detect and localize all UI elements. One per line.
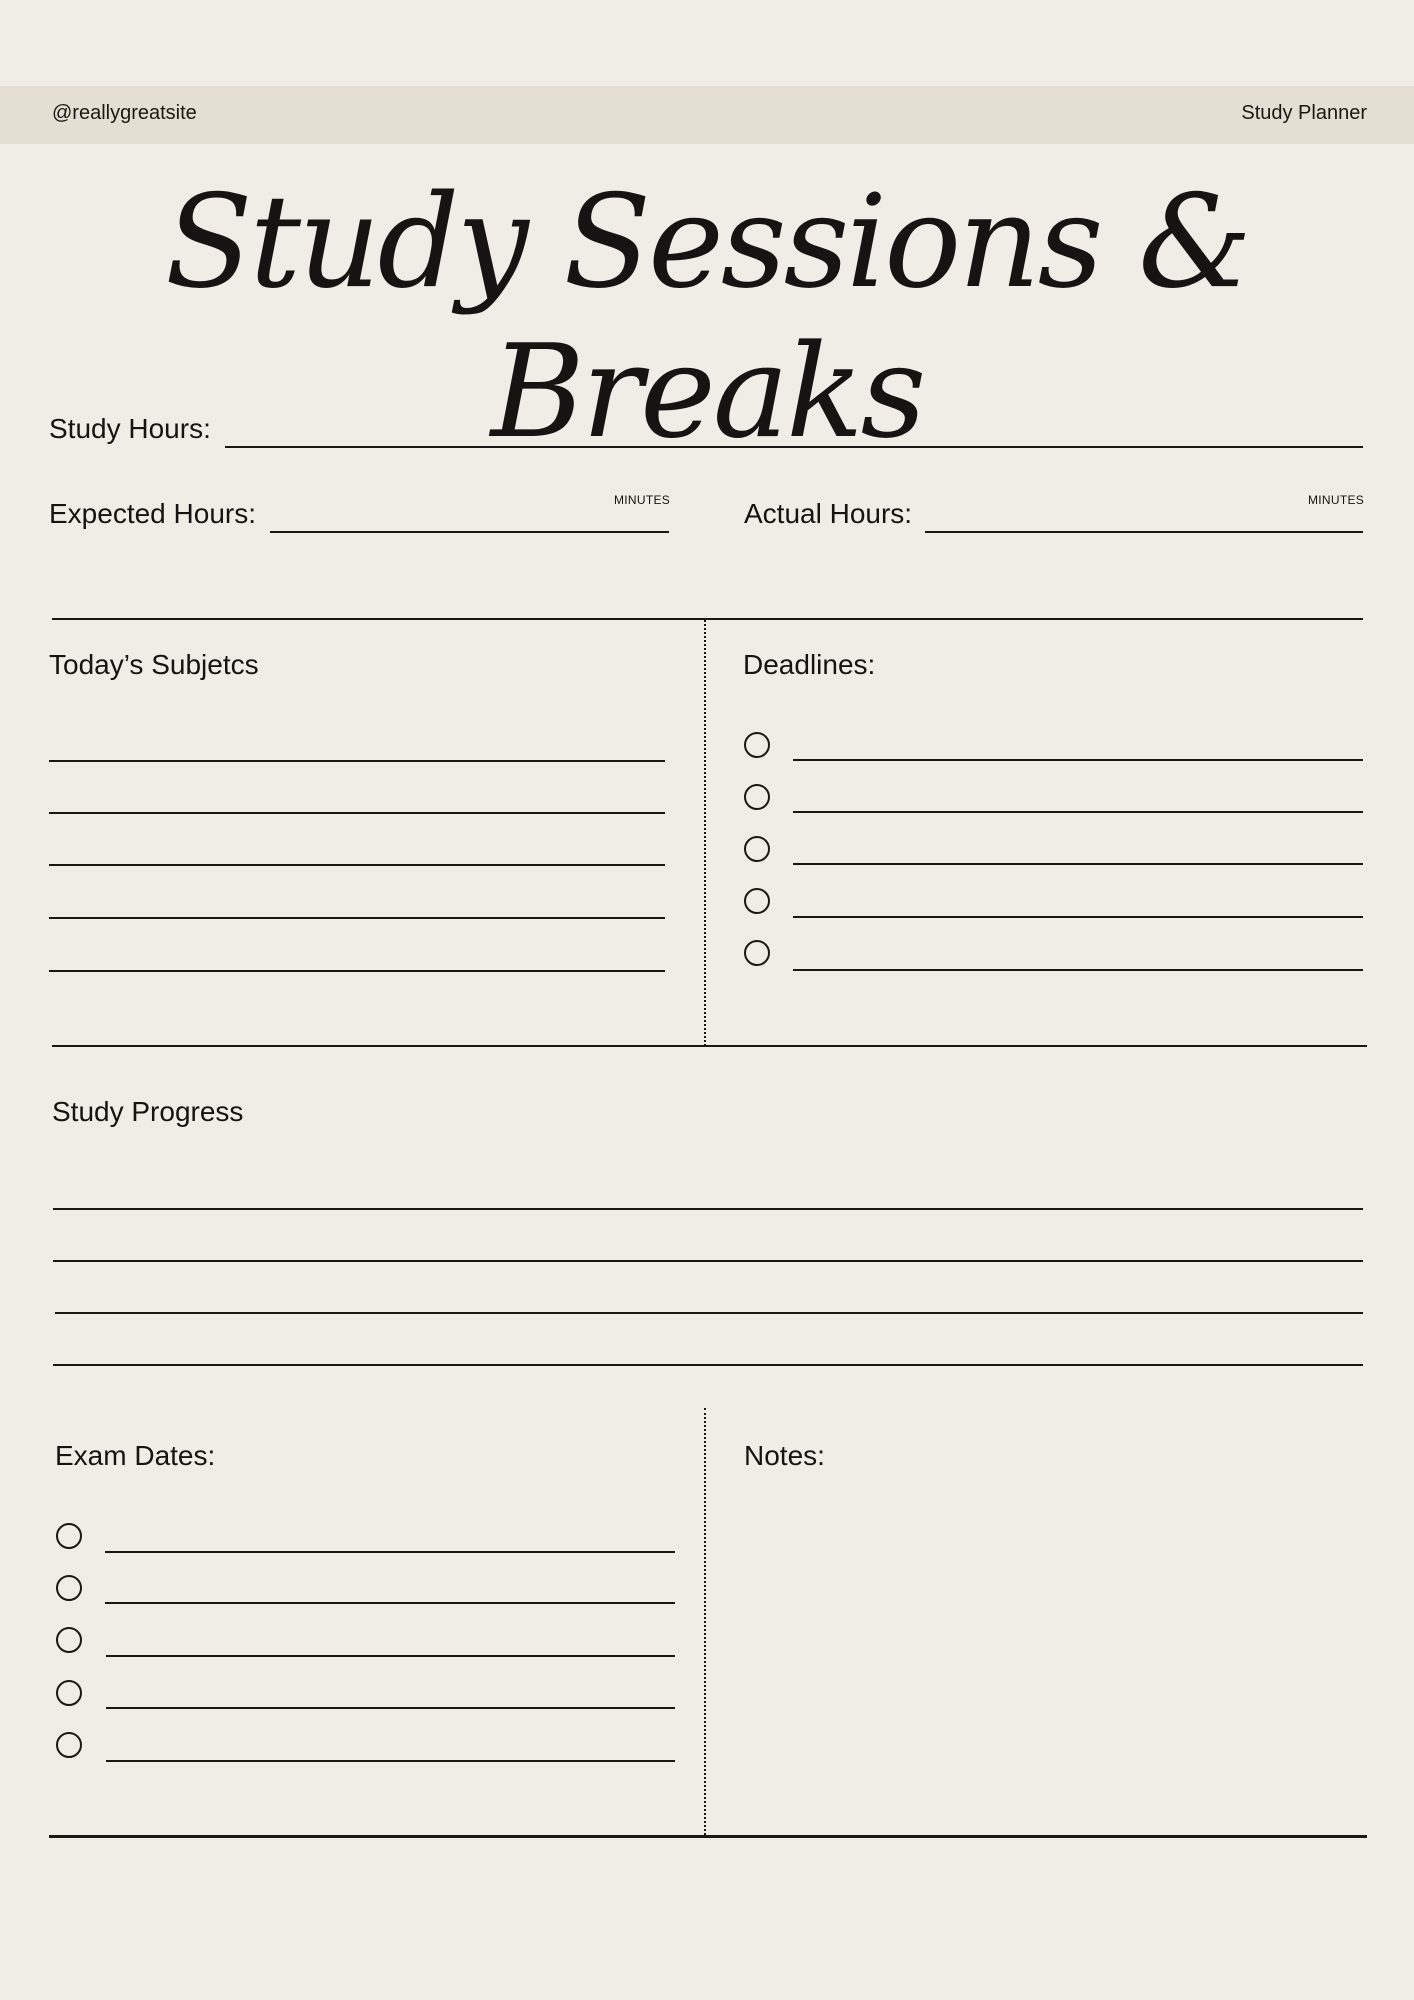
deadlines-heading: Deadlines: xyxy=(743,649,876,680)
expected-hours-label: Expected Hours: xyxy=(49,498,256,529)
expected-hours-unit: MINUTES xyxy=(614,493,671,507)
deadline-checkbox[interactable] xyxy=(744,732,770,758)
exam-date-line[interactable] xyxy=(106,1760,675,1762)
page-title: Study Sessions & Breaks xyxy=(164,168,1250,467)
study-hours-label: Study Hours: xyxy=(49,413,211,444)
subject-line[interactable] xyxy=(49,864,665,866)
bottom-divider xyxy=(49,1835,1367,1838)
notes-area[interactable] xyxy=(744,1490,1364,1820)
progress-heading: Study Progress xyxy=(52,1096,244,1127)
subjects-heading: Today’s Subjetcs xyxy=(49,649,259,680)
subject-line[interactable] xyxy=(49,917,665,919)
deadline-line[interactable] xyxy=(793,969,1363,971)
section-divider xyxy=(52,1045,1367,1047)
exam-date-checkbox[interactable] xyxy=(56,1523,82,1549)
exam-date-line[interactable] xyxy=(105,1602,675,1604)
deadline-checkbox[interactable] xyxy=(744,784,770,810)
exam-date-checkbox[interactable] xyxy=(56,1732,82,1758)
exam-date-checkbox[interactable] xyxy=(56,1680,82,1706)
deadline-line[interactable] xyxy=(793,863,1363,865)
header-bar xyxy=(0,86,1414,144)
deadline-checkbox[interactable] xyxy=(744,888,770,914)
progress-line[interactable] xyxy=(53,1208,1363,1210)
expected-hours-field[interactable] xyxy=(270,531,669,533)
subject-line[interactable] xyxy=(49,812,665,814)
section-divider xyxy=(52,618,1363,620)
actual-hours-unit: MINUTES xyxy=(1308,493,1365,507)
exam-date-checkbox[interactable] xyxy=(56,1575,82,1601)
deadline-line[interactable] xyxy=(793,916,1363,918)
study-hours-field[interactable] xyxy=(225,446,1363,448)
actual-hours-label: Actual Hours: xyxy=(744,498,913,529)
deadline-line[interactable] xyxy=(793,811,1363,813)
column-divider xyxy=(704,1408,706,1835)
exam-date-checkbox[interactable] xyxy=(56,1627,82,1653)
progress-line[interactable] xyxy=(53,1364,1363,1366)
site-handle: @reallygreatsite xyxy=(52,102,197,124)
progress-line[interactable] xyxy=(53,1260,1363,1262)
notes-heading: Notes: xyxy=(744,1440,825,1471)
deadline-checkbox[interactable] xyxy=(744,836,770,862)
column-divider xyxy=(704,620,706,1046)
exam-date-line[interactable] xyxy=(105,1551,675,1553)
deadline-checkbox[interactable] xyxy=(744,940,770,966)
exam-dates-heading: Exam Dates: xyxy=(55,1440,216,1471)
progress-line[interactable] xyxy=(55,1312,1363,1314)
exam-date-line[interactable] xyxy=(106,1707,675,1709)
planner-label: Study Planner xyxy=(1241,102,1367,124)
exam-date-line[interactable] xyxy=(106,1655,675,1657)
subject-line[interactable] xyxy=(49,760,665,762)
actual-hours-field[interactable] xyxy=(925,531,1363,533)
subject-line[interactable] xyxy=(49,970,665,972)
deadline-line[interactable] xyxy=(793,759,1363,761)
